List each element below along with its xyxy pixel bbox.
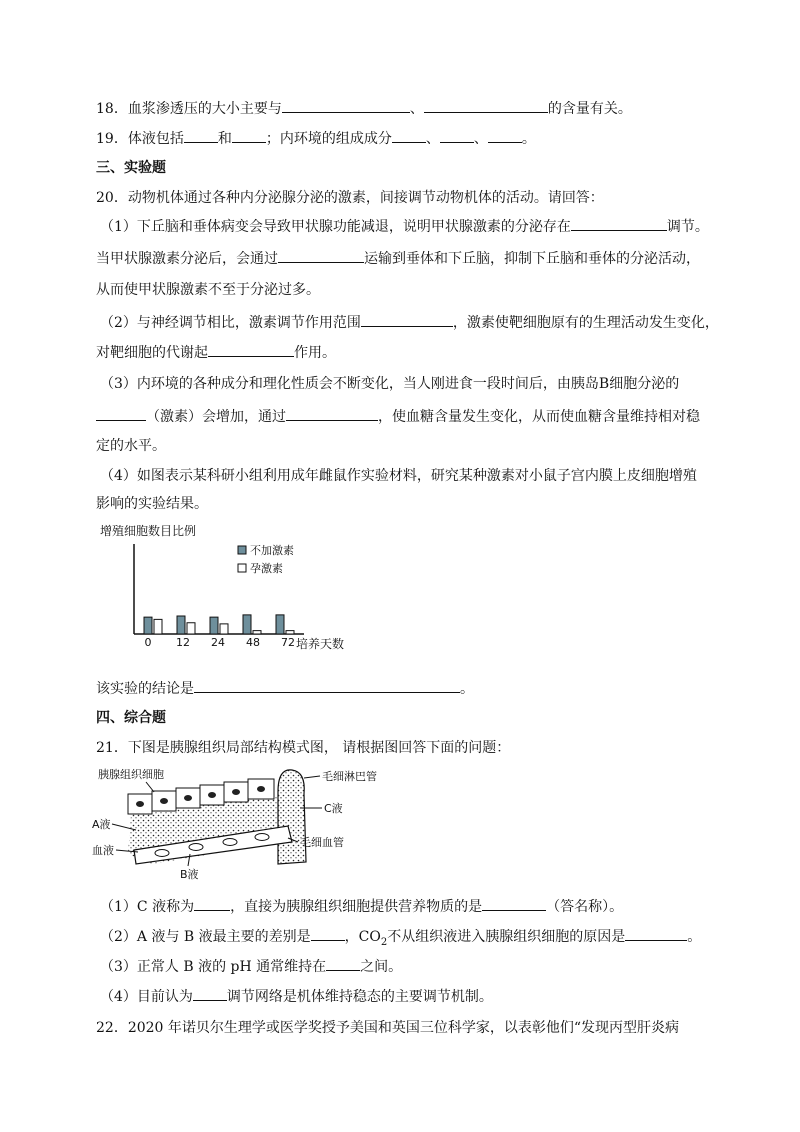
- bar-progesterone-24: [220, 624, 228, 634]
- q20-part3-line3: 定的水平。: [96, 438, 166, 454]
- blank[interactable]: [184, 128, 218, 143]
- chart-ylabel: 增殖细胞数目比例: [100, 524, 197, 538]
- bar-progesterone-72: [286, 631, 294, 634]
- q20-part3-line1: （3）内环境的各种成分和理化性质会不断变化，当人刚进食一段时间后，由胰岛B细胞分泌的: [100, 376, 680, 392]
- q21-part2: （2）A 液与 B 液最主要的差别是 ，$CO_2$不从组织液进入胰腺组织细胞的原因是 。: [100, 926, 701, 953]
- label-a-fluid: A液: [92, 818, 111, 831]
- section-heading-4: 四、综合题: [96, 710, 166, 726]
- blank[interactable]: [482, 896, 546, 911]
- legend-swatch: [238, 564, 246, 572]
- blank[interactable]: [326, 956, 360, 971]
- blank[interactable]: [361, 312, 453, 327]
- blank[interactable]: [194, 896, 230, 911]
- blank[interactable]: [278, 248, 364, 263]
- legend-swatch: [238, 546, 246, 554]
- bar-progesterone-48: [253, 631, 261, 634]
- bar-control-24: [210, 617, 218, 634]
- chart-ticks: [145, 636, 296, 649]
- legend-label: 孕激素: [250, 562, 283, 575]
- chart-xlabel: 培养天数: [296, 637, 345, 651]
- label-lymph: 毛细淋巴管: [322, 770, 377, 783]
- x-tick-label: 12: [176, 636, 190, 649]
- label-tissue-cells: 胰腺组织细胞: [98, 768, 164, 781]
- blank[interactable]: [311, 926, 345, 941]
- bar-progesterone-12: [187, 623, 195, 634]
- q20-part1-line3: 从而使甲状腺激素不至于分泌过多。: [96, 282, 320, 298]
- blank[interactable]: [193, 986, 227, 1001]
- question-22: 22．2020 年诺贝尔生理学或医学奖授予美国和英国三位科学家，以表彰他们“发现丙型肝炎病: [96, 1020, 680, 1036]
- q20-part4-line2: 影响的实验结果。: [96, 496, 208, 512]
- q18-text: 18．血浆渗透压的大小主要与: [96, 101, 282, 117]
- blank[interactable]: [232, 128, 266, 143]
- blank[interactable]: [208, 342, 294, 357]
- label-b-fluid: B液: [180, 868, 199, 880]
- blank[interactable]: [194, 678, 460, 693]
- q20-part1-line2: 当甲状腺激素分泌后，会通过 运输到垂体和下丘脑，抑制下丘脑和垂体的分泌活动，: [96, 248, 700, 269]
- blank[interactable]: [96, 406, 146, 421]
- x-tick-label: 0: [144, 636, 152, 649]
- section-heading-3: 三、实验题: [96, 160, 166, 176]
- blank[interactable]: [440, 128, 474, 143]
- bar-control-12: [177, 616, 185, 634]
- q21-part1: （1）C 液称为 ，直接为胰腺组织细胞提供营养物质的是 （答名称）。: [100, 896, 623, 917]
- chart-bars: [144, 615, 294, 634]
- bar-control-72: [276, 615, 284, 634]
- x-tick-label: 24: [211, 636, 225, 649]
- lymph-capillary: [278, 770, 306, 864]
- label-blood: 血液: [92, 844, 114, 857]
- label-capillary: 毛细血管: [300, 836, 344, 849]
- q21-part3: （3）正常人 B 液的 pH 通常维持在 之间。: [100, 956, 402, 977]
- blank[interactable]: [286, 406, 378, 421]
- q20-part4-line1: （4）如图表示某科研小组利用成年雌鼠作实验材料，研究某种激素对小鼠子宫内膜上皮细胞增殖: [100, 468, 697, 484]
- q21-part4: （4）目前认为 调节网络是机体维持稳态的主要调节机制。: [100, 986, 493, 1007]
- bar-progesterone-0: [154, 619, 162, 634]
- label-c-fluid: C液: [324, 802, 343, 815]
- x-tick-label: 72: [281, 636, 295, 649]
- q20-conclusion: 该实验的结论是 。: [96, 678, 474, 699]
- pancreas-tissue-diagram: [92, 764, 392, 880]
- question-19: 19．体液包括 和 ；内环境的组成成分 、 、 。: [96, 128, 536, 149]
- blank[interactable]: [392, 128, 426, 143]
- blank[interactable]: [424, 98, 548, 113]
- q20-part3-line2: （激素）会增加，通过 ，使血糖含量发生变化，从而使血糖含量维持相对稳: [96, 406, 700, 427]
- legend-label: 不加激素: [250, 544, 294, 557]
- chart-legend: [238, 543, 294, 575]
- hormone-bar-chart: [98, 522, 358, 662]
- blank[interactable]: [625, 926, 687, 941]
- blank[interactable]: [488, 128, 522, 143]
- question-20-intro: 20．动物机体通过各种内分泌腺分泌的激素，间接调节动物机体的活动。请回答：: [96, 190, 604, 206]
- q20-part2-line1: （2）与神经调节相比，激素调节作用范围 ，激素使靶细胞原有的生理活动发生变化，: [100, 312, 719, 333]
- bar-control-48: [243, 615, 251, 634]
- question-18: 18．血浆渗透压的大小主要与 、 的含量有关。: [96, 98, 632, 119]
- blank[interactable]: [282, 98, 410, 113]
- x-tick-label: 48: [246, 636, 260, 649]
- blank[interactable]: [571, 216, 667, 231]
- question-21-intro: 21．下图是胰腺组织局部结构模式图， 请根据图回答下面的问题：: [96, 740, 511, 756]
- q20-part1-line1: （1）下丘脑和垂体病变会导致甲状腺功能减退，说明甲状腺激素的分泌存在 调节。: [100, 216, 709, 237]
- bar-control-0: [144, 617, 152, 634]
- q20-part2-line2: 对靶细胞的代谢起 作用。: [96, 342, 336, 363]
